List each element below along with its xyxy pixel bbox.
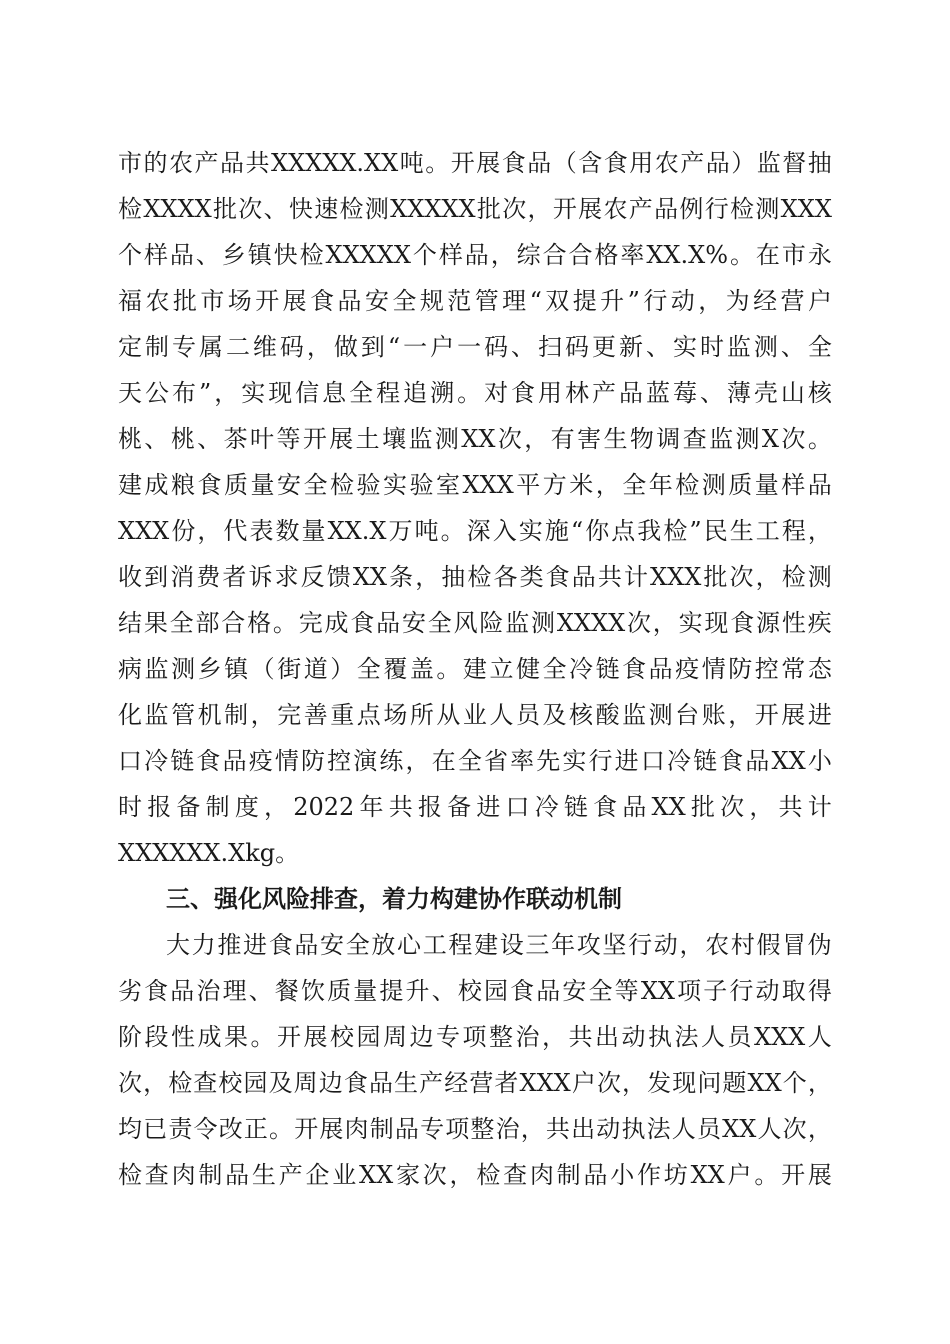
text-line: 建 成 粮 食 质 量 安 全 检 验 实 验 室 XXX 平 方 米 ， 全 年 检 测 质 量 样 品 [118, 471, 832, 499]
text-line: 检 XXXX 批 次 、 快 速 检 测 XXXXX 批 次 ， 开 展 农 产 品 例 行 检 测 XXX [118, 195, 832, 223]
text-line: 大 力 推 进 食 品 安 全 放 心 工 程 建 设 三 年 攻 坚 行 动 ， 农 村 假 冒 伪 [166, 931, 832, 959]
text-line: 市 的 农 产 品 共 XXXXX.XX 吨 。 开 展 食 品 （ 含 食 用 农 产 品 ） 监 督 抽 [118, 149, 832, 177]
paragraph-food-inspection [118, 140, 832, 876]
text-line: 口 冷 链 食 品 疫 情 防 控 演 练 ， 在 全 省 率 先 实 行 进 口 冷 链 食 品 XX 小 [118, 747, 832, 775]
text-line: 检 查 肉 制 品 生 产 企 业 XX 家 次 ， 检 查 肉 制 品 小 作 坊 XX 户 。 开 展 [118, 1161, 832, 1189]
text-line: 定 制 专 属 二 维 码 ， 做 到 “ 一 户 一 码 、 扫 码 更 新 、 实 时 监 测 、 全 [118, 333, 832, 361]
text-line: 结 果 全 部 合 格 。 完 成 食 品 安 全 风 险 监 测 XXXX 次 ， 实 现 食 源 性 疾 [118, 609, 832, 637]
text-line: XXXXXX.Xkg。 [118, 839, 300, 867]
text-line: 桃 、 桃 、 茶 叶 等 开 展 土 壤 监 测 XX 次 ， 有 害 生 物 调 查 监 测 X 次 。 [118, 425, 832, 453]
text-line: 时 报 备 制 度 ， 2022 年 共 报 备 进 口 冷 链 食 品 XX 批 次 ， 共 计 [118, 793, 832, 821]
text-line: XXX 份 ， 代 表 数 量 XX.X 万 吨 。 深 入 实 施 “ 你 点 我 检 ” 民 生 工 程 ， [118, 517, 832, 545]
text-line: 化 监 管 机 制 ， 完 善 重 点 场 所 从 业 人 员 及 核 酸 监 测 台 账 ， 开 展 进 [118, 701, 832, 729]
text-line: 均 已 责 令 改 正 。 开 展 肉 制 品 专 项 整 治 ， 共 出 动 执 法 人 员 XX 人 次 ， [118, 1115, 832, 1143]
text-line: 阶 段 性 成 果 。 开 展 校 园 周 边 专 项 整 治 ， 共 出 动 执 法 人 员 XXX 人 [118, 1023, 832, 1051]
document-body [118, 140, 832, 1198]
text-line: 福 农 批 市 场 开 展 食 品 安 全 规 范 管 理 “ 双 提 升 ” 行 动 ， 为 经 营 户 [118, 287, 832, 315]
text-line: 天 公 布 ” ， 实 现 信 息 全 程 追 溯 。 对 食 用 林 产 品 蓝 莓 、 薄 壳 山 核 [118, 379, 832, 407]
section-heading: 三、强化风险排查，着力构建协作联动机制 [166, 885, 622, 913]
paragraph-risk-inspection [118, 922, 832, 1198]
text-line: 次 ， 检 查 校 园 及 周 边 食 品 生 产 经 营 者 XXX 户 次 ， 发 现 问 题 XX 个 ， [118, 1069, 832, 1097]
text-line: 个 样 品 、 乡 镇 快 检 XXXXX 个 样 品 ， 综 合 合 格 率 XX.X% 。 在 市 永 [118, 241, 832, 269]
text-line: 劣 食 品 治 理 、 餐 饮 质 量 提 升 、 校 园 食 品 安 全 等 XX 项 子 行 动 取 得 [118, 977, 832, 1005]
text-line: 收 到 消 费 者 诉 求 反 馈 XX 条 ， 抽 检 各 类 食 品 共 计 XXX 批 次 ， 检 测 [118, 563, 832, 591]
text-line: 病 监 测 乡 镇 （ 街 道 ） 全 覆 盖 。 建 立 健 全 冷 链 食 品 疫 情 防 控 常 态 [118, 655, 832, 683]
